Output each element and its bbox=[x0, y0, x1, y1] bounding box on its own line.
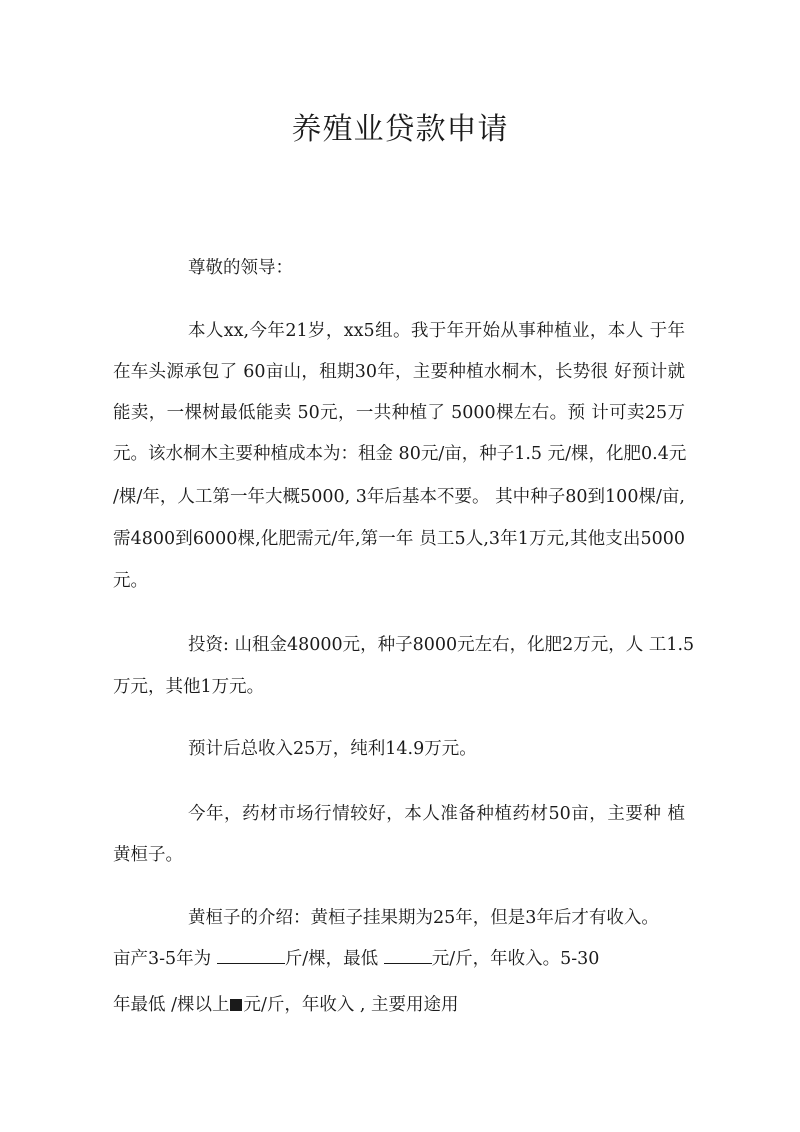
paragraph2-line2: 万元，其他1万元。 bbox=[113, 677, 265, 697]
blank-line-2 bbox=[384, 947, 432, 964]
paragraph1-line1: 本人xx,今年21岁，xx5组。我于年开始从事种植业，本人 于年 bbox=[188, 321, 685, 341]
paragraph4-line2: 黄桓子。 bbox=[113, 845, 183, 865]
paragraph5-line2-part3: 元/斤，年收入。5-30 bbox=[431, 949, 600, 969]
salutation: 尊敬的领导： bbox=[188, 258, 293, 278]
paragraph5-line2-part2: 斤/棵，最低 bbox=[284, 949, 384, 969]
black-square-icon bbox=[230, 999, 242, 1011]
paragraph1-line5: /棵/年，人工第一年大概5000, 3年后基本不要。 其中种子80到100棵/亩, bbox=[113, 487, 685, 507]
paragraph5-line2 bbox=[113, 947, 599, 971]
paragraph5-line3 bbox=[113, 993, 459, 1017]
paragraph5-line1: 黄桓子的介绍：黄桓子挂果期为25年，但是3年后才有收入。 bbox=[188, 908, 659, 928]
paragraph5-line3-part1: 年最低 /棵以上 bbox=[113, 995, 230, 1015]
paragraph2-line1: 投资: 山租金48000元，种子8000元左右，化肥2万元，人 工1.5 bbox=[188, 635, 695, 655]
paragraph4-line1: 今年，药材市场行情较好，本人准备种植药材50亩，主要种 植 bbox=[188, 804, 685, 824]
document-title: 养殖业贷款申请 bbox=[291, 112, 509, 147]
paragraph3: 预计后总收入25万，纯利14.9万元。 bbox=[188, 739, 477, 759]
paragraph1-line3: 能卖，一棵树最低能卖 50元，一共种植了 5000棵左右。预 计可卖25万 bbox=[113, 403, 685, 423]
paragraph1-line2: 在车头源承包了 60亩山，租期30年，主要种植水桐木，长势很 好预计就 bbox=[113, 362, 685, 382]
paragraph5-line2-part1: 亩产3-5年为 bbox=[113, 949, 217, 969]
paragraph5-line3-part2: 元/斤，年收入 , 主要用途用 bbox=[243, 995, 459, 1015]
blank-line-1 bbox=[217, 947, 285, 964]
paragraph1-line4: 元。该水桐木主要种植成本为：租金 80元/亩，种子1.5 元/棵，化肥0.4元 bbox=[113, 444, 687, 464]
paragraph1-line6: 需4800到6000棵,化肥需元/年,第一年 员工5人,3年1万元,其他支出5000 bbox=[113, 529, 685, 549]
paragraph1-line7: 元。 bbox=[113, 571, 148, 591]
